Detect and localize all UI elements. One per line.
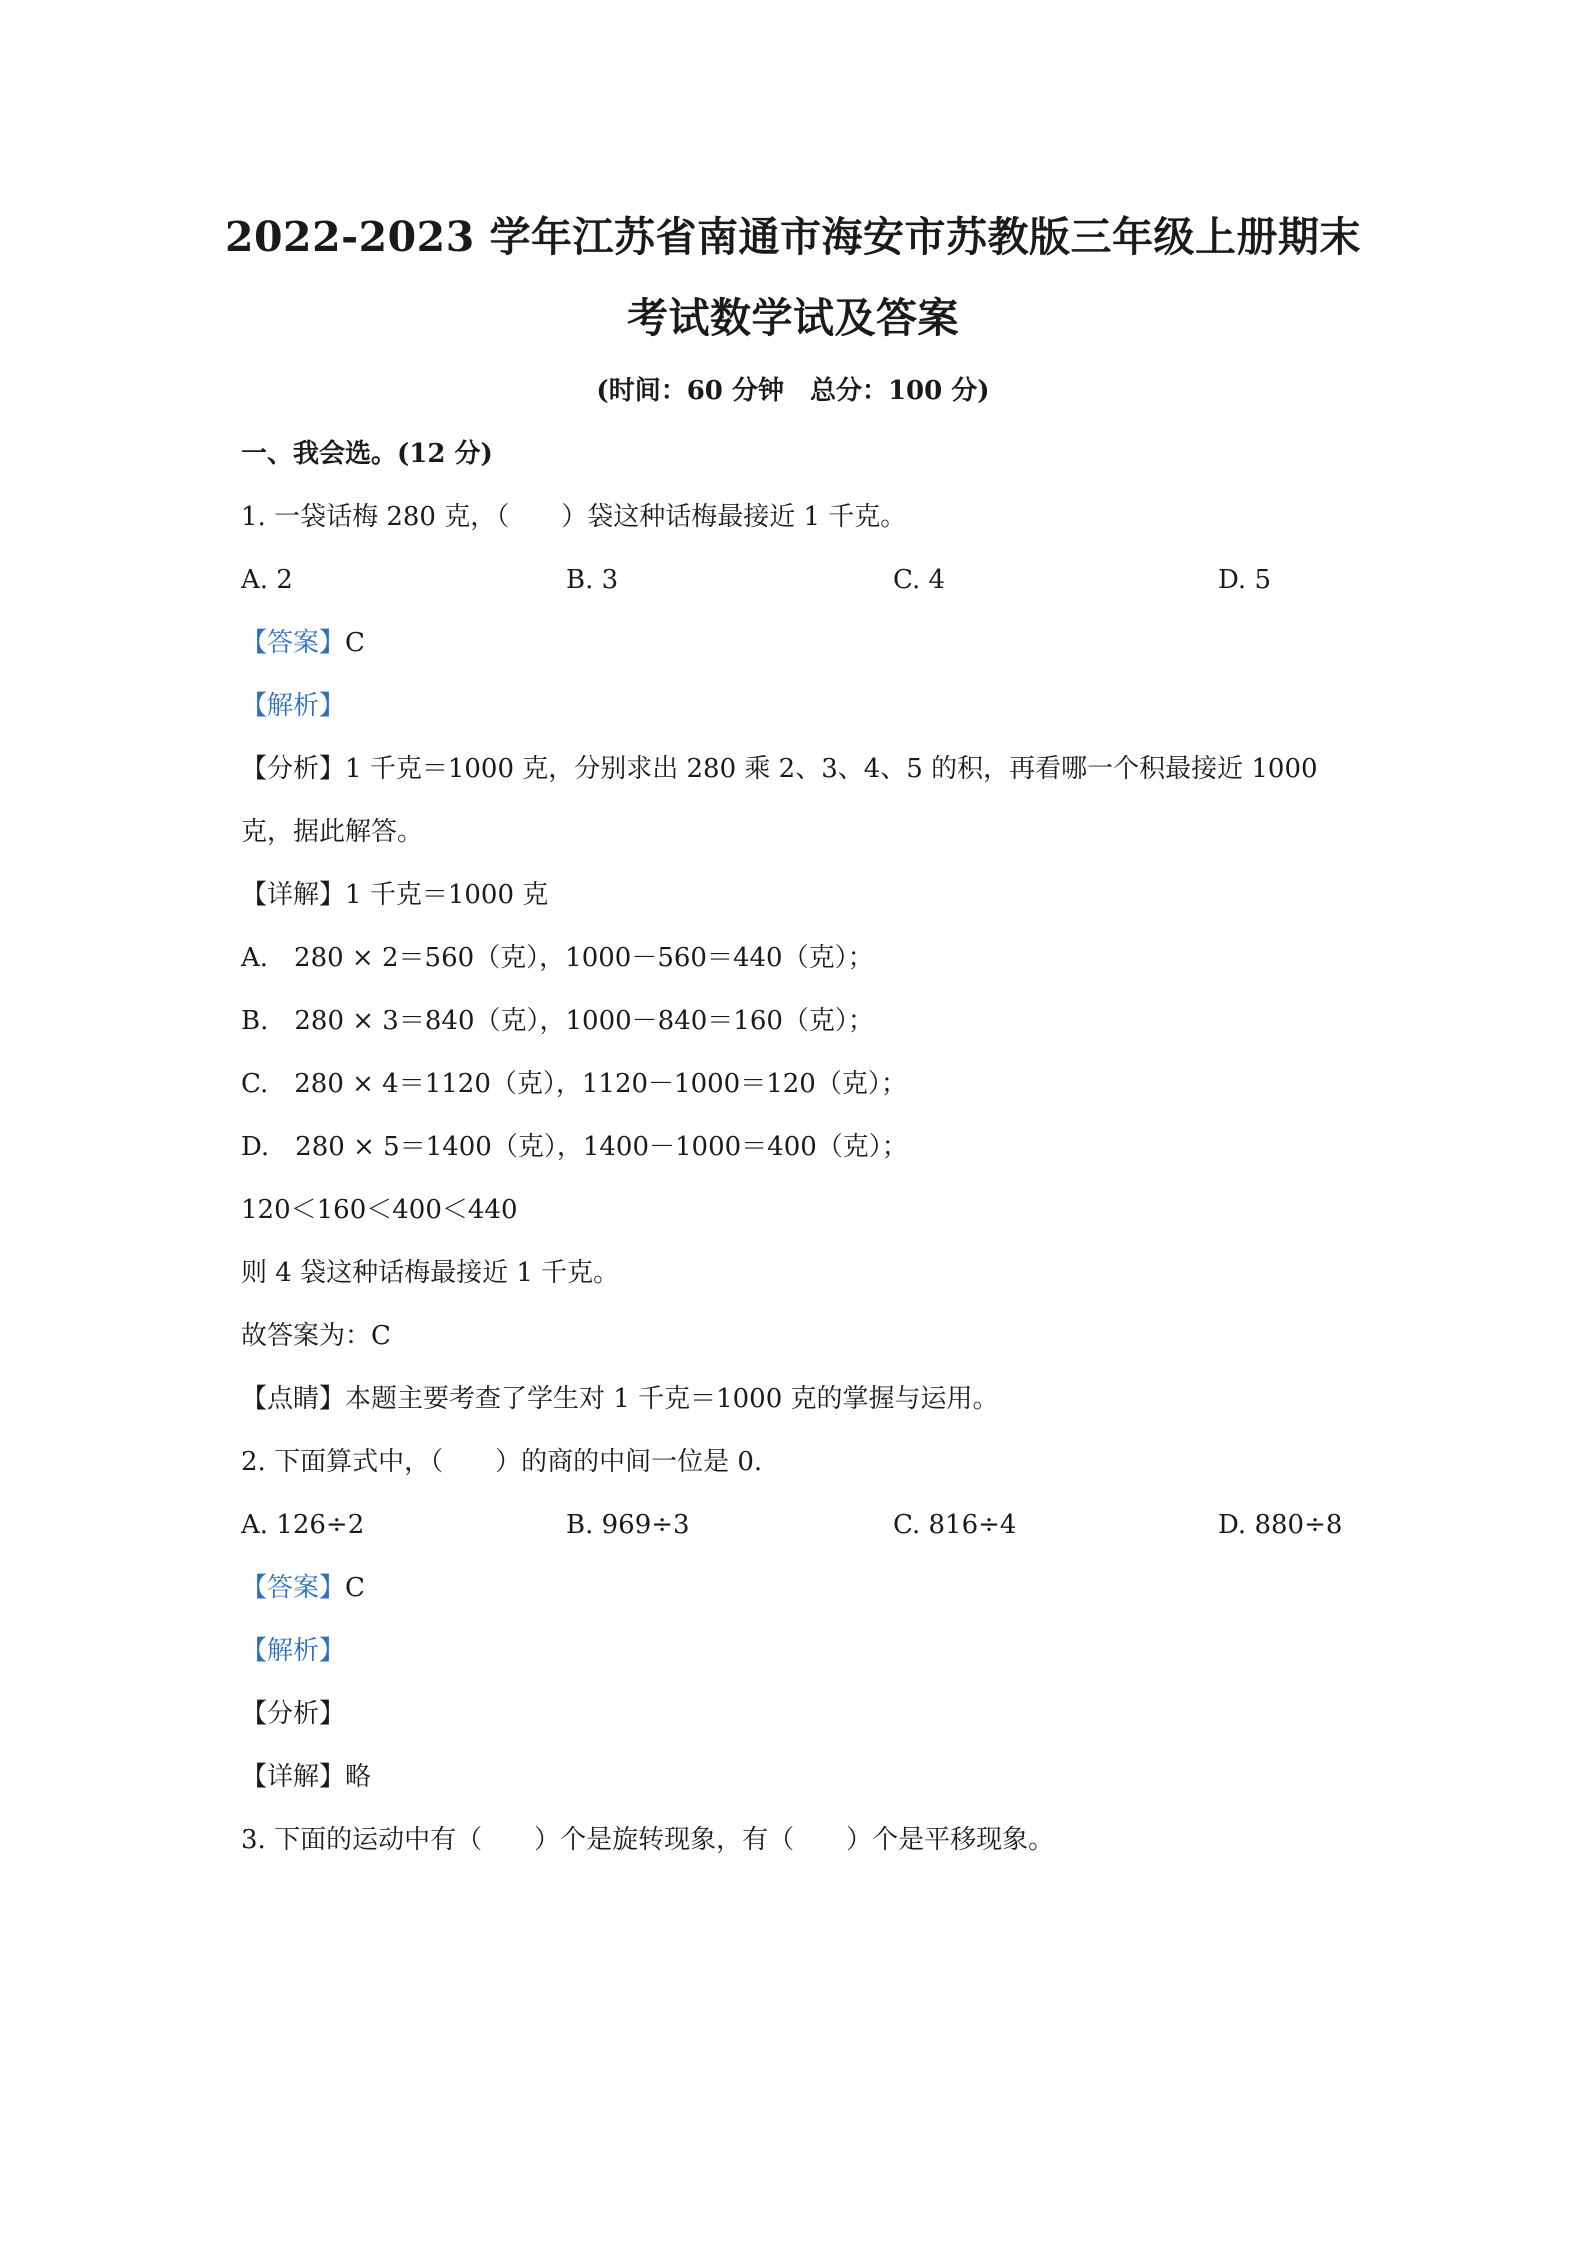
xiangjie-tag: 【详解】 [241, 880, 346, 910]
q2-answer [241, 1575, 365, 1601]
xiangjie-text: 略 [345, 1762, 372, 1792]
q1-step-b: B. 280 × 3＝840（克），1000－840＝160（克）； [241, 1006, 874, 1036]
title-line-2: 考试数学试及答案 [627, 294, 959, 342]
exam-meta: (时间：60 分钟 总分：100 分) [596, 376, 990, 406]
title-line-1: 2022-2023 学年江苏省南通市海安市苏教版三年级上册期末 [224, 213, 1361, 261]
q1-step-c: C. 280 × 4＝1120（克），1120－1000＝120（克）； [241, 1069, 907, 1099]
answer-value: C [345, 1573, 365, 1603]
q1-option-d: D. 5 [1218, 565, 1271, 595]
q1-option-c: C. 4 [893, 565, 946, 595]
q2-analysis-tag: 【解析】 [241, 1636, 346, 1666]
dianjing-text: 本题主要考查了学生对 1 千克＝1000 克的掌握与运用。 [345, 1384, 999, 1414]
q1-stem: 1. 一袋话梅 280 克，（ ）袋这种话梅最接近 1 千克。 [241, 502, 907, 532]
dianjing-tag: 【点睛】 [241, 1384, 346, 1414]
q1-fenxi-line-1 [241, 756, 1318, 782]
q2-option-c: C. 816÷4 [893, 1510, 1017, 1540]
q1-option-b: B. 3 [566, 565, 619, 595]
q1-dianjing [241, 1386, 999, 1412]
xiangjie-text: 1 千克＝1000 克 [345, 880, 549, 910]
q1-compare: 120＜160＜400＜440 [241, 1195, 518, 1225]
fenxi-tag: 【分析】 [241, 754, 346, 784]
q2-option-a: A. 126÷2 [241, 1510, 365, 1540]
answer-tag: 【答案】 [241, 1573, 346, 1603]
q1-step-a: A. 280 × 2＝560（克），1000－560＝440（克）； [241, 943, 874, 973]
q1-analysis-tag: 【解析】 [241, 691, 346, 721]
q1-fenxi-line-2: 克，据此解答。 [241, 817, 424, 847]
q1-step-d: D. 280 × 5＝1400（克），1400－1000＝400（克）； [241, 1132, 908, 1162]
q1-option-a: A. 2 [241, 565, 293, 595]
q2-stem: 2. 下面算式中，（ ）的商的中间一位是 0. [241, 1447, 763, 1477]
q1-xiangjie [241, 882, 548, 908]
q2-fenxi-tag: 【分析】 [241, 1699, 346, 1729]
section-heading: 一、我会选。(12 分) [241, 439, 493, 469]
answer-value: C [345, 628, 365, 658]
answer-tag: 【答案】 [241, 628, 346, 658]
q2-xiangjie [241, 1764, 371, 1790]
q2-option-b: B. 969÷3 [566, 1510, 690, 1540]
q1-conclusion: 则 4 袋这种话梅最接近 1 千克。 [241, 1258, 620, 1288]
q1-answer [241, 630, 365, 656]
q3-stem: 3. 下面的运动中有（ ）个是旋转现象，有（ ）个是平移现象。 [241, 1825, 1055, 1855]
fenxi-text: 1 千克＝1000 克，分别求出 280 乘 2、3、4、5 的积，再看哪一个积最接近 1000 [345, 754, 1318, 784]
q1-final-answer: 故答案为：C [241, 1321, 391, 1351]
q2-option-d: D. 880÷8 [1218, 1510, 1343, 1540]
xiangjie-tag: 【详解】 [241, 1762, 346, 1792]
